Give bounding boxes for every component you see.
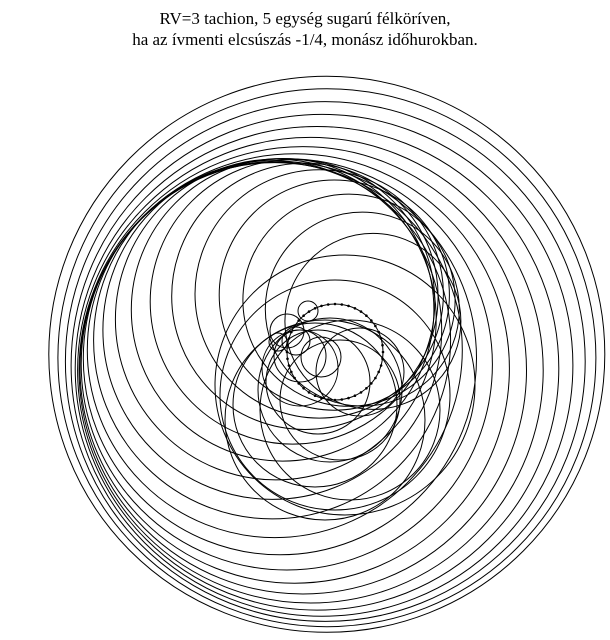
time-loop-dot bbox=[314, 394, 317, 397]
time-loop-dot bbox=[334, 399, 337, 402]
time-loop-dot bbox=[365, 387, 368, 390]
time-loop-dot bbox=[341, 398, 344, 401]
time-loop-dot bbox=[293, 377, 296, 380]
time-loop-dot bbox=[382, 351, 385, 354]
time-loop-dot bbox=[297, 319, 300, 322]
time-loop-dot bbox=[302, 314, 305, 317]
inner-orbit-circle bbox=[220, 280, 450, 510]
orbit-circle bbox=[71, 114, 573, 616]
time-loop-dot bbox=[377, 371, 380, 374]
time-loop-dot bbox=[308, 310, 311, 313]
small-loop-circle bbox=[274, 330, 326, 382]
time-loop-dot bbox=[377, 331, 380, 334]
time-loop-dot bbox=[380, 364, 383, 367]
time-loop-dot bbox=[370, 319, 373, 322]
time-loop-dot bbox=[365, 314, 368, 317]
time-loop-dot bbox=[290, 331, 293, 334]
circle-group bbox=[49, 76, 605, 632]
time-loop-dot bbox=[381, 358, 384, 361]
time-loop-dot bbox=[354, 394, 357, 397]
time-loop-dot bbox=[327, 303, 330, 306]
time-loop-dot bbox=[288, 337, 291, 340]
time-loop-dot bbox=[374, 377, 377, 380]
time-loop-dot bbox=[347, 305, 350, 308]
title-line-1: RV=3 tachion, 5 egység sugarú félköríven, bbox=[159, 9, 451, 28]
time-loop-dot bbox=[360, 310, 363, 313]
time-loop-dot bbox=[320, 397, 323, 400]
time-loop-dot bbox=[297, 382, 300, 385]
time-loop-dot bbox=[288, 364, 291, 367]
time-loop-dot bbox=[370, 382, 373, 385]
orbit-circle bbox=[78, 137, 544, 603]
time-loop-dot bbox=[341, 303, 344, 306]
time-loop-dot bbox=[327, 398, 330, 401]
time-loop-dot bbox=[320, 305, 323, 308]
time-loop-dot bbox=[314, 307, 317, 310]
time-loop-dot bbox=[286, 344, 289, 347]
time-loop-dot bbox=[381, 344, 384, 347]
time-loop-dot bbox=[302, 387, 305, 390]
time-loop-dot bbox=[308, 391, 311, 394]
inner-orbit-circle bbox=[233, 323, 397, 487]
time-loop-dot bbox=[286, 358, 289, 361]
time-loop-dot bbox=[380, 337, 383, 340]
time-loop-dot bbox=[334, 303, 337, 306]
inner-orbit-circle bbox=[316, 328, 404, 416]
time-loop-dot bbox=[293, 325, 296, 328]
time-loop-dot bbox=[360, 391, 363, 394]
title-line-2: ha az ívmenti elcsúszás -1/4, monász időhurokban. bbox=[132, 30, 478, 49]
time-loop-dot bbox=[354, 307, 357, 310]
time-loop-dot bbox=[290, 371, 293, 374]
time-loop-dot bbox=[286, 351, 289, 354]
time-loop-dot bbox=[347, 397, 350, 400]
time-loop-dot bbox=[374, 325, 377, 328]
